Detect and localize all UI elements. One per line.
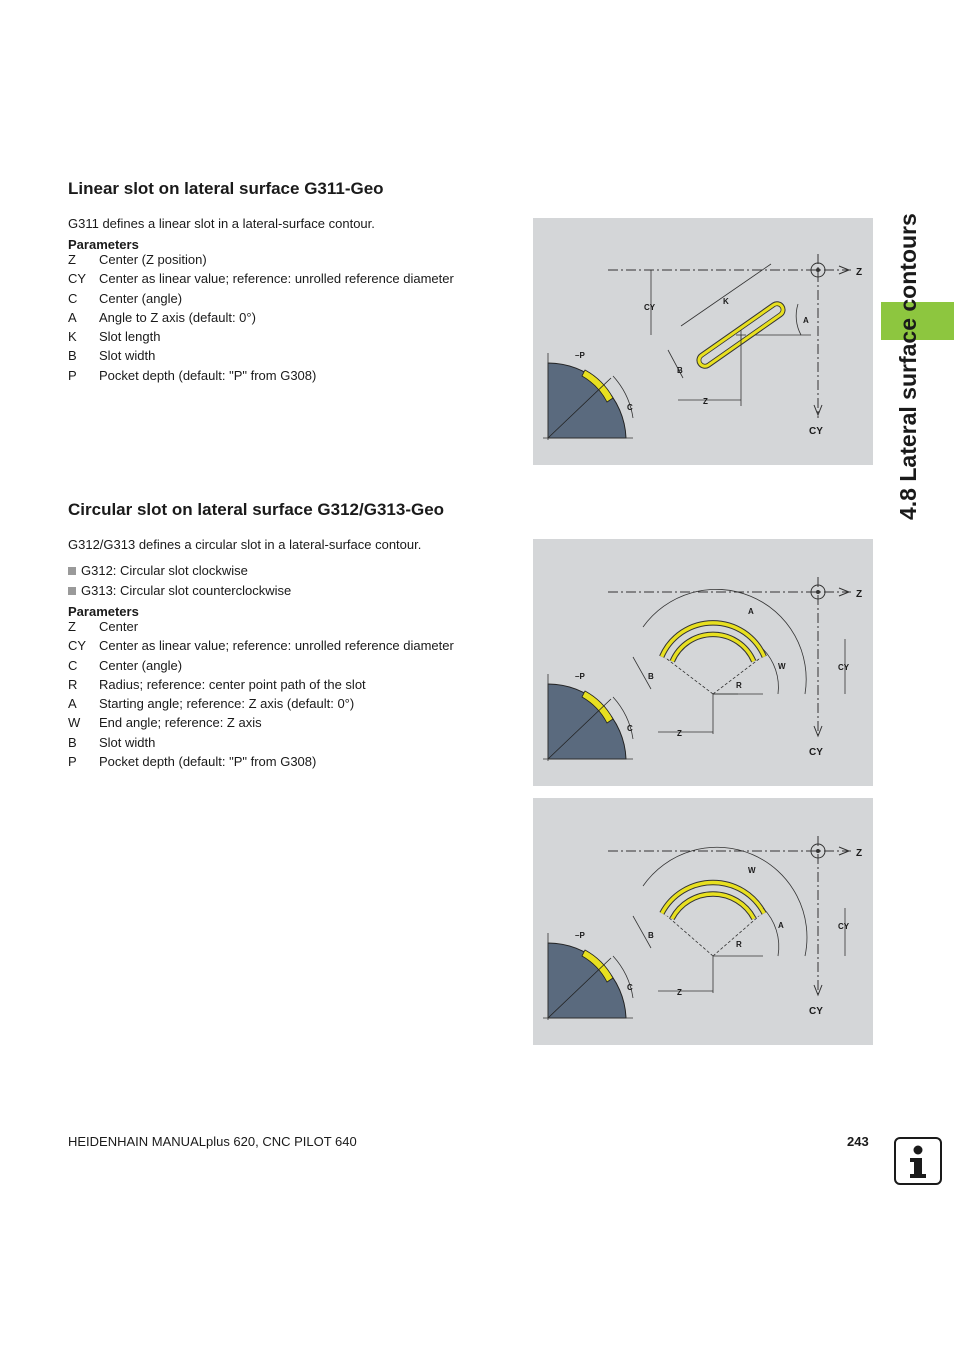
p-dimension-label: –P xyxy=(575,672,585,681)
bullet-square-icon xyxy=(68,567,76,575)
param-item xyxy=(68,366,518,385)
c-dimension-label: C xyxy=(627,983,633,992)
section2-intro: G312/G313 defines a circular slot in a lateral-surface contour. xyxy=(68,537,422,552)
bullet-text: G312: Circular slot clockwise xyxy=(81,563,248,578)
param-text: Starting angle; reference: Z axis (default: 0°) xyxy=(99,696,355,712)
cy-dimension-label: CY xyxy=(644,303,656,312)
param-item xyxy=(68,713,518,732)
c-dimension-label: C xyxy=(627,724,633,733)
param-text: Slot width xyxy=(99,734,156,750)
z-dimension-label: Z xyxy=(677,729,682,738)
param-code: C xyxy=(68,290,78,306)
z-axis-label: Z xyxy=(856,848,863,859)
bullet-item xyxy=(68,561,291,581)
footer-manual-title: HEIDENHAIN MANUALplus 620, CNC PILOT 640 xyxy=(68,1134,357,1149)
a-dimension-label: A xyxy=(803,316,809,325)
param-text: Slot length xyxy=(99,329,161,345)
section2-param-list xyxy=(68,617,518,771)
info-icon xyxy=(894,1137,942,1185)
param-item xyxy=(68,269,518,288)
b-dimension-label: B xyxy=(677,366,683,375)
p-dimension-label: –P xyxy=(575,931,585,940)
param-text: End angle; reference: Z axis xyxy=(99,715,262,731)
cy-axis-label: CY xyxy=(809,747,823,758)
param-text: Center as linear value; reference: unrolled reference diameter xyxy=(99,638,454,654)
z-dimension-label: Z xyxy=(703,397,708,406)
param-item xyxy=(68,636,518,655)
section1-param-list xyxy=(68,250,518,385)
a-dimension-label: A xyxy=(778,921,784,930)
bullet-square-icon xyxy=(68,587,76,595)
param-code: CY xyxy=(68,638,87,654)
bullet-text: G313: Circular slot counterclockwise xyxy=(81,583,292,598)
param-text: Angle to Z axis (default: 0°) xyxy=(99,309,256,325)
param-code: B xyxy=(68,734,77,750)
param-code: B xyxy=(68,348,77,364)
param-code: P xyxy=(68,754,77,770)
a-dimension-label: A xyxy=(748,607,754,616)
param-text: Center as linear value; reference: unrolled reference diameter xyxy=(99,271,454,287)
cy-axis-label: CY xyxy=(809,1006,823,1017)
param-item xyxy=(68,327,518,346)
linear-slot-diagram xyxy=(533,218,873,465)
param-item xyxy=(68,656,518,675)
param-code: A xyxy=(68,309,77,325)
param-text: Slot width xyxy=(99,348,156,364)
c-dimension-label: C xyxy=(627,403,633,412)
param-text: Pocket depth (default: "P" from G308) xyxy=(99,754,317,770)
section2-params-title: Parameters xyxy=(68,604,139,619)
param-code: P xyxy=(68,367,77,383)
param-item xyxy=(68,694,518,713)
param-text: Pocket depth (default: "P" from G308) xyxy=(99,367,317,383)
section1-intro: G311 defines a linear slot in a lateral-surface contour. xyxy=(68,216,375,231)
param-item xyxy=(68,752,518,771)
param-item xyxy=(68,733,518,752)
circular-slot-cw-diagram xyxy=(533,539,873,786)
param-code: R xyxy=(68,676,78,692)
param-item xyxy=(68,308,518,327)
param-text: Center (angle) xyxy=(99,290,183,306)
param-code: CY xyxy=(68,271,87,287)
section2-heading: Circular slot on lateral surface G312/G313-Geo xyxy=(68,500,445,519)
circular-slot-ccw-figure xyxy=(533,798,873,1045)
cy-dimension-label: CY xyxy=(838,922,850,931)
circular-slot-cw-figure xyxy=(533,539,873,786)
r-dimension-label: R xyxy=(736,681,742,690)
section2-bullet-list xyxy=(68,561,291,601)
w-dimension-label: W xyxy=(778,662,786,671)
z-axis-label: Z xyxy=(856,267,863,278)
param-item xyxy=(68,617,518,636)
param-text: Center xyxy=(99,619,139,634)
w-dimension-label: W xyxy=(748,866,756,875)
param-item xyxy=(68,250,518,269)
param-code: K xyxy=(68,329,77,345)
b-dimension-label: B xyxy=(648,672,654,681)
section1-heading: Linear slot on lateral surface G311-Geo xyxy=(68,179,384,198)
section-side-title: 4.8 Lateral surface contours xyxy=(895,213,921,520)
r-dimension-label: R xyxy=(736,940,742,949)
param-code: Z xyxy=(68,619,76,634)
param-text: Center (angle) xyxy=(99,657,183,673)
z-dimension-label: Z xyxy=(677,988,682,997)
param-code: A xyxy=(68,696,77,712)
k-dimension-label: K xyxy=(723,297,729,306)
param-code: Z xyxy=(68,252,76,267)
b-dimension-label: B xyxy=(648,931,654,940)
z-axis-label: Z xyxy=(856,589,863,600)
param-code: C xyxy=(68,657,78,673)
page-number: 243 xyxy=(847,1134,869,1149)
param-code: W xyxy=(68,715,81,731)
param-text: Radius; reference: center point path of the slot xyxy=(99,676,366,692)
circular-slot-ccw-diagram xyxy=(533,798,873,1045)
linear-slot-figure xyxy=(533,218,873,465)
cy-dimension-label: CY xyxy=(838,663,850,672)
param-item xyxy=(68,675,518,694)
section1-params-title: Parameters xyxy=(68,237,139,252)
p-dimension-label: –P xyxy=(575,351,585,360)
param-text: Center (Z position) xyxy=(99,252,207,267)
cy-axis-label: CY xyxy=(809,426,823,437)
param-item xyxy=(68,289,518,308)
param-item xyxy=(68,346,518,365)
bullet-item xyxy=(68,581,291,601)
